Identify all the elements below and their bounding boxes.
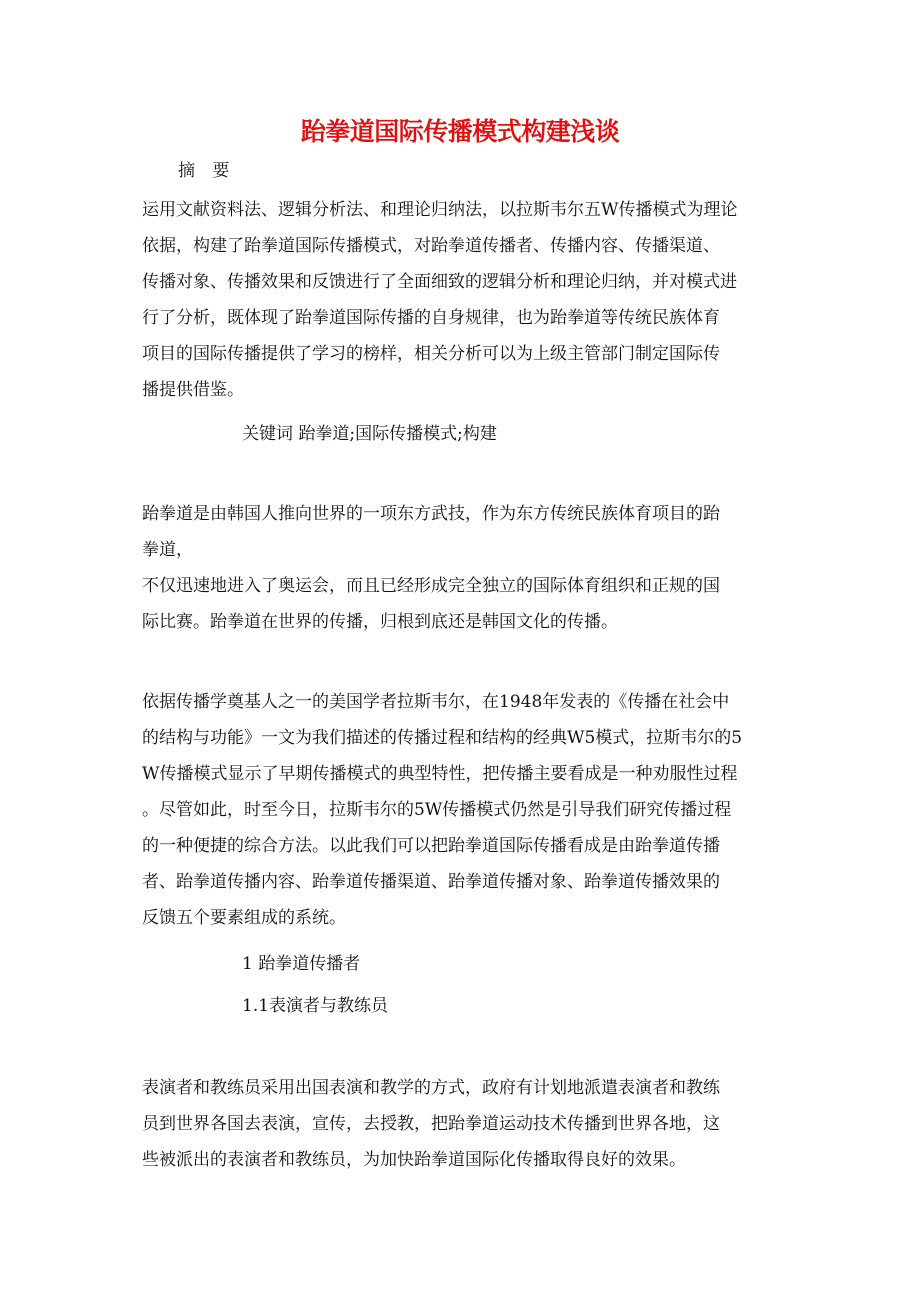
paragraph-line: 者、跆拳道传播内容、跆拳道传播渠道、跆拳道传播对象、跆拳道传播效果的 xyxy=(142,872,720,892)
abstract-line: 行了分析，既体现了跆拳道国际传播的自身规律，也为跆拳道等传统民族体育 xyxy=(142,308,720,328)
paragraph-line: 表演者和教练员采用出国表演和教学的方式，政府有计划地派遣表演者和教练 xyxy=(142,1078,720,1098)
abstract-line: 传播对象、传播效果和反馈进行了全面细致的逻辑分析和理论归纳，并对模式进 xyxy=(142,272,737,292)
abstract-line: 运用文献资料法、逻辑分析法、和理论归纳法，以拉斯韦尔五W传播模式为理论 xyxy=(142,200,738,220)
abstract-line: 项目的国际传播提供了学习的榜样，相关分析可以为上级主管部门制定国际传 xyxy=(142,344,720,364)
paragraph-line: 反馈五个要素组成的系统。 xyxy=(142,908,346,928)
paragraph-line: 依据传播学奠基人之一的美国学者拉斯韦尔，在1948年发表的《传播在社会中 xyxy=(142,692,730,712)
paragraph-line: 员到世界各国去表演，宣传，去授教，把跆拳道运动技术传播到世界各地，这 xyxy=(142,1114,720,1134)
keywords-line: 关键词 跆拳道;国际传播模式;构建 xyxy=(242,424,497,444)
subsection-heading: 1.1表演者与教练员 xyxy=(242,996,389,1016)
paragraph-line: 些被派出的表演者和教练员，为加快跆拳道国际化传播取得良好的效果。 xyxy=(142,1150,686,1170)
document-title: 跆拳道国际传播模式构建浅谈 xyxy=(300,117,620,146)
paragraph-line: 际比赛。跆拳道在世界的传播，归根到底还是韩国文化的传播。 xyxy=(142,612,618,632)
paragraph-line: 的结构与功能》一文为我们描述的传播过程和结构的经典W5模式，拉斯韦尔的5 xyxy=(142,728,743,748)
abstract-line: 依据，构建了跆拳道国际传播模式，对跆拳道传播者、传播内容、传播渠道、 xyxy=(142,236,720,256)
paragraph-line: 不仅迅速地进入了奥运会，而且已经形成完全独立的国际体育组织和正规的国 xyxy=(142,576,720,596)
paragraph-line: 的一种便捷的综合方法。以此我们可以把跆拳道国际传播看成是由跆拳道传播 xyxy=(142,836,720,856)
paragraph-line: W传播模式显示了早期传播模式的典型特性，把传播主要看成是一种劝服性过程 xyxy=(142,764,738,784)
paragraph-line: 。尽管如此，时至今日，拉斯韦尔的5W传播模式仍然是引导我们研究传播过程 xyxy=(142,800,732,820)
section-heading: 1 跆拳道传播者 xyxy=(242,954,361,974)
paragraph-line: 跆拳道是由韩国人推向世界的一项东方武技，作为东方传统民族体育项目的跆 xyxy=(142,504,720,524)
abstract-line: 播提供借鉴。 xyxy=(142,380,244,400)
paragraph-line: 拳道， xyxy=(142,540,193,560)
abstract-heading: 摘 要 xyxy=(178,161,236,181)
